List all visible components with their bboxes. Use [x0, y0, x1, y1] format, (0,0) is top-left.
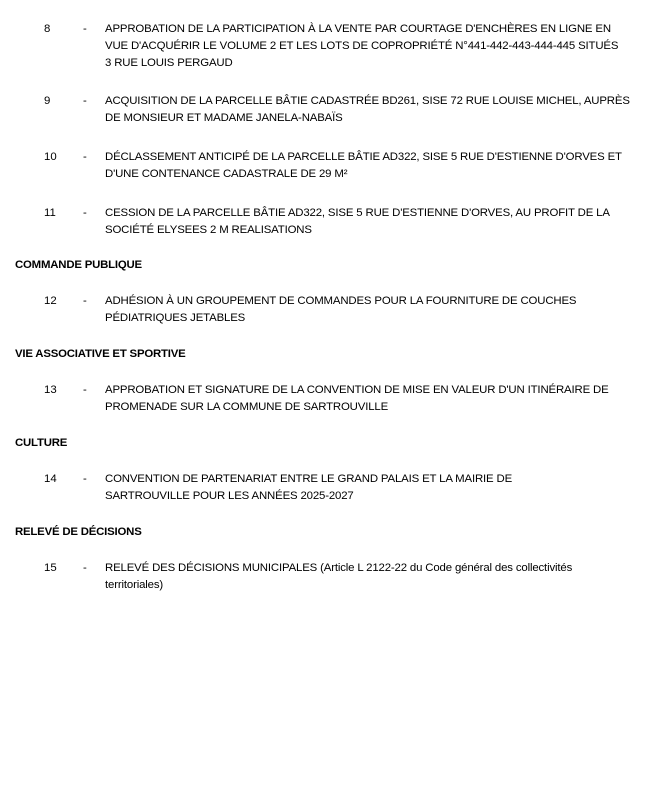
item-number: 8 [44, 23, 51, 35]
item-number: 9 [44, 95, 51, 107]
item-number: 13 [44, 384, 57, 396]
item-text: CESSION DE LA PARCELLE BÂTIE AD322, SISE 5 RUE D'ESTIENNE D'ORVES, AU PROFIT DE LA SOCIÉTÉ ELYSEES 2 M REALISATIONS [105, 207, 610, 236]
item-dash: - [83, 562, 87, 574]
item-dash: - [83, 473, 87, 485]
section-heading-culture: CULTURE [15, 437, 68, 449]
item-text: APPROBATION DE LA PARTICIPATION À LA VENTE PAR COURTAGE D'ENCHÈRES EN LIGNE EN VUE D'ACQUÉRIR LE VOLUME 2 ET LES LOTS DE COPROPRIÉTÉ N°441-442-443-444-445 SITUÉS 3 RUE LOUIS PERGAUD [105, 23, 619, 69]
section-heading-releve-decisions: RELEVÉ DE DÉCISIONS [15, 526, 142, 538]
item-text: DÉCLASSEMENT ANTICIPÉ DE LA PARCELLE BÂTIE AD322, SISE 5 RUE D'ESTIENNE D'ORVES ET D'UNE CONTENANCE CADASTRALE DE 29 M² [105, 151, 622, 180]
item-text: ADHÉSION À UN GROUPEMENT DE COMMANDES POUR LA FOURNITURE DE COUCHES PÉDIATRIQUES JETABLES [105, 295, 577, 324]
item-text: CONVENTION DE PARTENARIAT ENTRE LE GRAND PALAIS ET LA MAIRIE DE SARTROUVILLE POUR LES ANNÉES 2025-2027 [105, 473, 513, 502]
item-dash: - [83, 95, 87, 107]
item-number: 12 [44, 295, 57, 307]
item-dash: - [83, 23, 87, 35]
item-number: 10 [44, 151, 57, 163]
item-dash: - [83, 384, 87, 396]
item-number: 11 [44, 207, 56, 219]
item-text: RELEVÉ DES DÉCISIONS MUNICIPALES (Article L 2122-22 du Code général des collectivités territoriales) [105, 562, 573, 591]
item-number: 14 [44, 473, 57, 485]
section-heading-commande-publique: COMMANDE PUBLIQUE [15, 259, 142, 271]
item-number: 15 [44, 562, 57, 574]
item-text: ACQUISITION DE LA PARCELLE BÂTIE CADASTRÉE BD261, SISE 72 RUE LOUISE MICHEL, AUPRÈS DE MONSIEUR ET MADAME JANELA-NABAÏS [105, 95, 630, 124]
item-dash: - [83, 151, 87, 163]
item-text: APPROBATION ET SIGNATURE DE LA CONVENTION DE MISE EN VALEUR D'UN ITINÉRAIRE DE PROMENADE SUR LA COMMUNE DE SARTROUVILLE [105, 384, 609, 413]
item-dash: - [83, 207, 87, 219]
item-dash: - [83, 295, 87, 307]
section-heading-vie-associative: VIE ASSOCIATIVE ET SPORTIVE [15, 348, 186, 360]
